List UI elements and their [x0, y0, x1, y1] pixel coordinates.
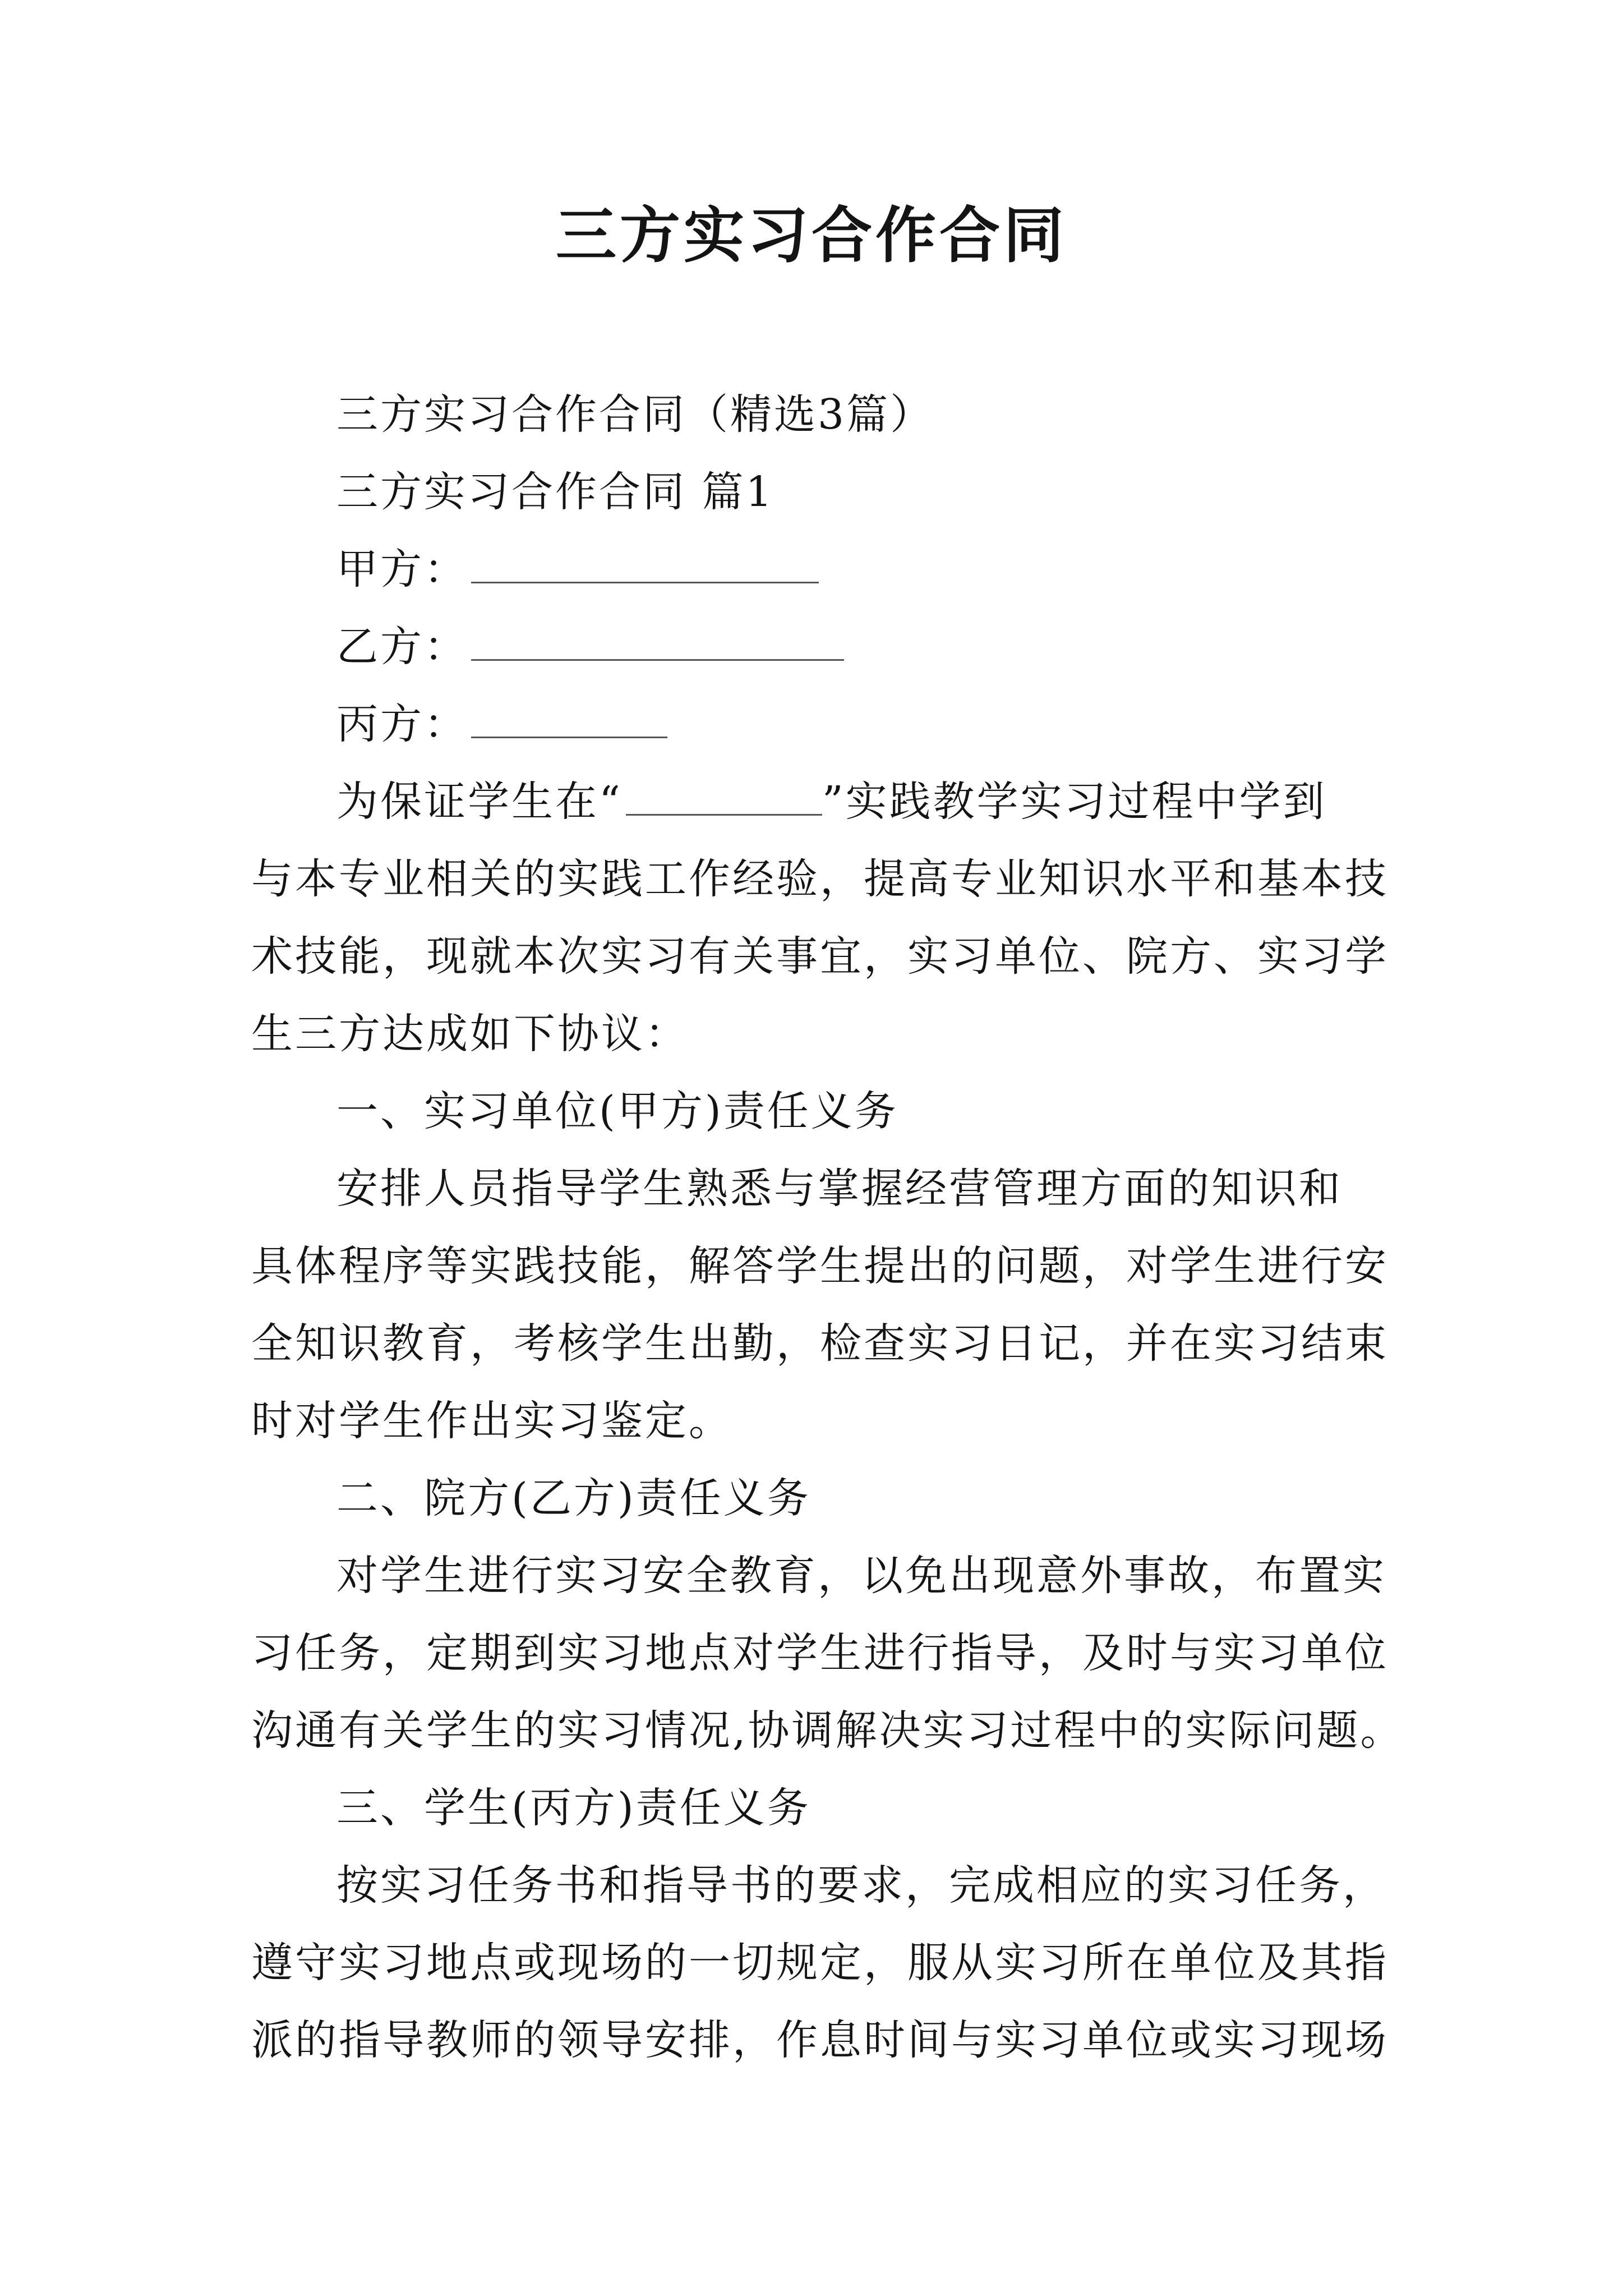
section-heading: 三方实习合作合同 篇1 — [336, 468, 774, 516]
clause-1-line-1: 安排人员指导学生熟悉与掌握经营管理方面的知识和 — [336, 1165, 1343, 1213]
clause-3-line-1: 按实习任务书和指导书的要求，完成相应的实习任务， — [336, 1861, 1386, 1910]
clause-2-line-2: 习任务，定期到实习地点对学生进行指导，及时与实习单位 — [251, 1629, 1389, 1677]
practice-name-blank — [626, 779, 822, 816]
intro-line-1-post: ”实践教学实习过程中学到 — [822, 777, 1327, 826]
party-a-line — [251, 531, 1378, 608]
party-b-line — [251, 608, 1378, 685]
intro-line-2: 与本专业相关的实践工作经验，提高专业知识水平和基本技 — [251, 855, 1389, 903]
clause-3-line-2: 遵守实习地点或现场的一切规定，服从实习所在单位及其指 — [251, 1939, 1389, 1987]
party-c-label: 丙方： — [336, 700, 468, 748]
intro-line-1-pre: 为保证学生在“ — [336, 777, 623, 826]
clause-1-line-3: 全知识教育，考核学生出勤，检查实习日记，并在实习结束 — [251, 1319, 1389, 1368]
clause-2-heading: 二、院方(乙方)责任义务 — [336, 1474, 811, 1522]
document-body — [251, 376, 1404, 2079]
party-b-label: 乙方： — [336, 623, 468, 671]
party-a-label: 甲方： — [336, 545, 468, 593]
party-a-blank — [471, 547, 819, 583]
intro-line-4: 生三方达成如下协议： — [251, 1010, 689, 1058]
clause-1-line-2: 具体程序等实践技能，解答学生提出的问题，对学生进行安 — [251, 1242, 1389, 1290]
party-c-blank — [471, 702, 667, 738]
party-b-blank — [471, 624, 844, 661]
document-title: 三方实习合作合同 — [555, 200, 1067, 271]
clause-2-line-3: 沟通有关学生的实习情况,协调解决实习过程中的实际问题。 — [251, 1706, 1404, 1755]
clause-1-heading: 一、实习单位(甲方)责任义务 — [336, 1087, 898, 1135]
clause-2-line-1: 对学生进行实习安全教育，以免出现意外事故，布置实 — [336, 1552, 1386, 1600]
intro-line-1 — [251, 763, 1378, 840]
subtitle: 三方实习合作合同（精选3篇） — [336, 390, 934, 439]
party-c-line — [251, 685, 1378, 763]
clause-1-line-4: 时对学生作出实习鉴定。 — [251, 1397, 732, 1445]
intro-line-3: 术技能，现就本次实习有关事宜，实习单位、院方、实习学 — [251, 932, 1389, 981]
clause-3-heading: 三、学生(丙方)责任义务 — [336, 1784, 811, 1832]
clause-3-line-3: 派的指导教师的领导安排，作息时间与实习单位或实习现场 — [251, 2016, 1389, 2064]
